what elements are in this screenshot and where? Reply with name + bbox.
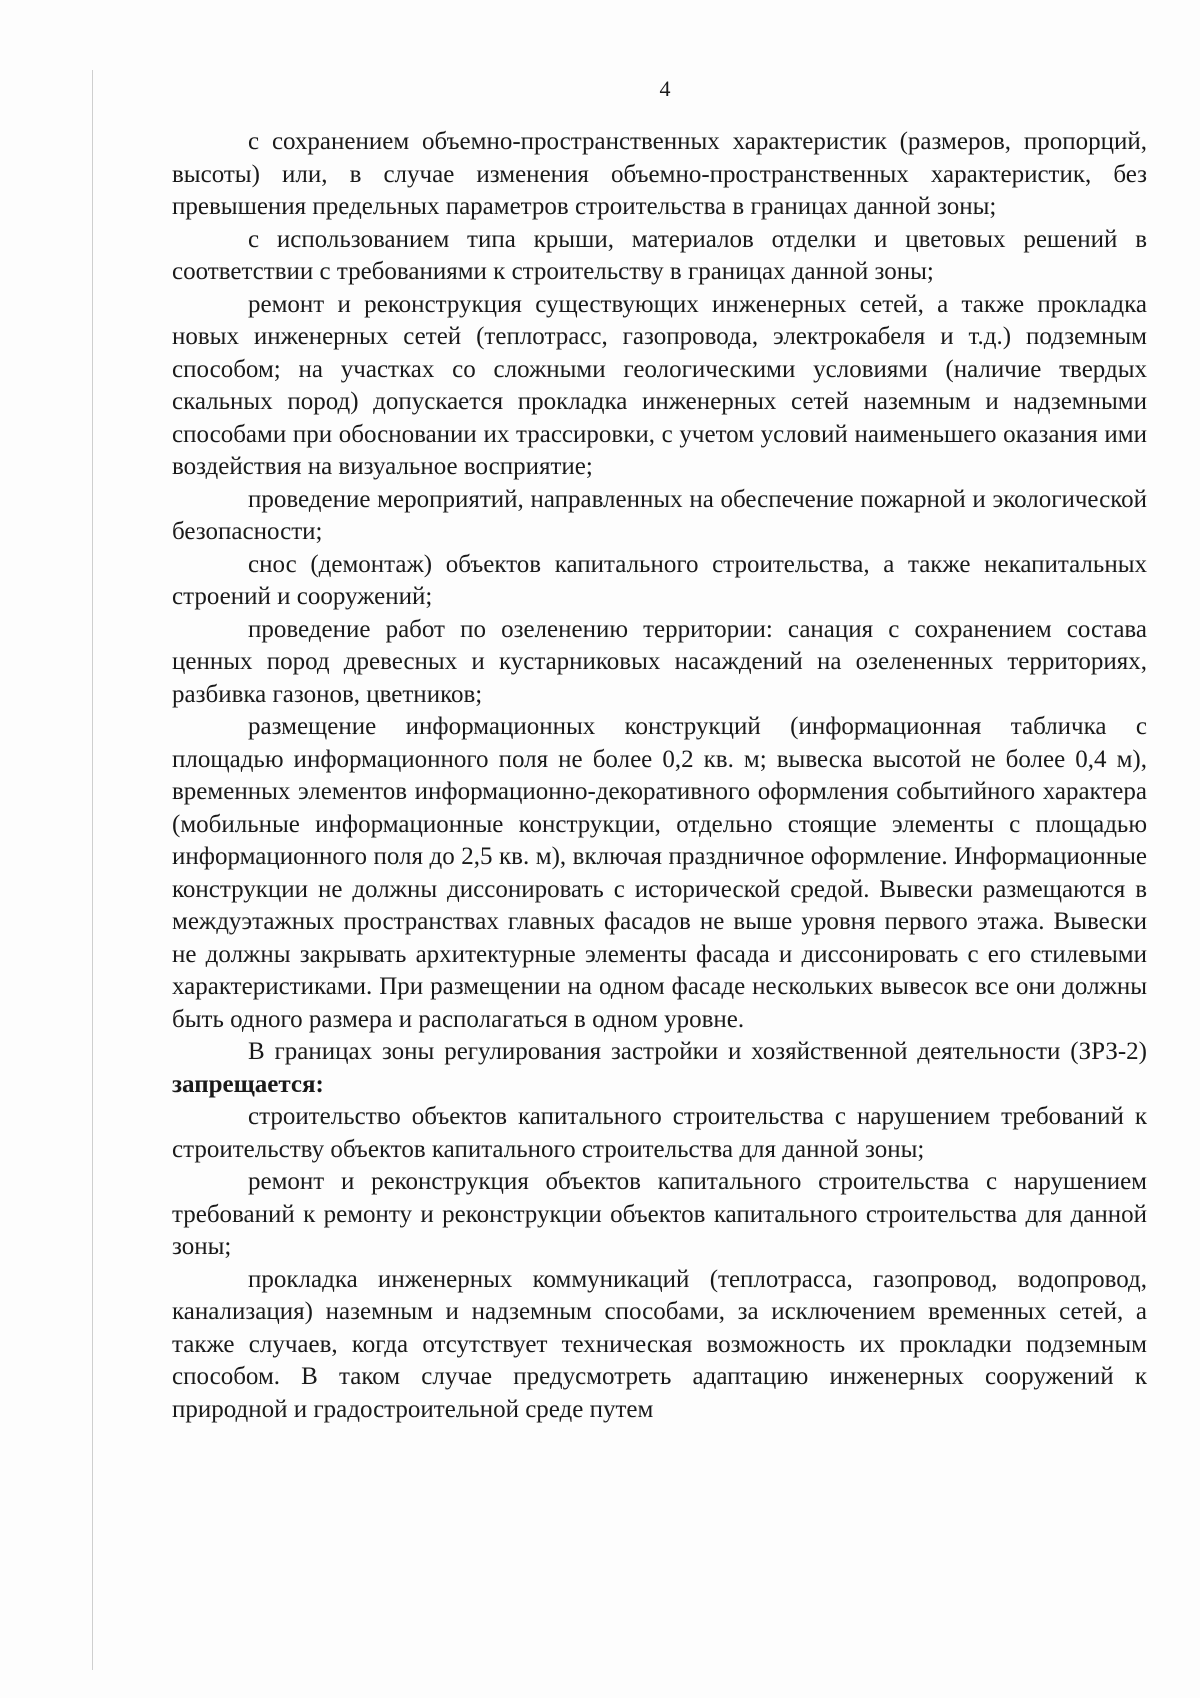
paragraph-engineering-communications: прокладка инженерных коммуникаций (теплотрасса, газопровод, водопровод, канализация) наземным и надземным способами, за исключением временных сетей, а также случаев, когда отсутствует техническая возможность их прокладки подземным способом. В таком случае предусмотреть адаптацию инженерных сооружений к природной и градостроительной среде путем [172,1265,1147,1423]
paragraph-demolition: снос (демонтаж) объектов капитального строительства, а также некапитальных строений и сооружений; [172,550,1147,610]
zone-intro-text: В границах зоны регулирования застройки и хозяйственной деятельности (ЗРЗ-2) [248,1038,1147,1065]
paragraph-information-structures: размещение информационных конструкций (информационная табличка с площадью информационного поля не более 0,2 кв. м; вывеска высотой не более 0,4 м), временных элементов информационно-декоративного оформления событийного характера (мобильные информационные конструкции, отдельно стоящие элементы с площадью информационного поля до 2,5 кв. м), включая праздничное оформление. Информационные конструкции не должны диссонировать с исторической средой. Вывески размещаются в междуэтажных пространствах главных фасадов не выше уровня первого этажа. Вывески не должны закрывать архитектурные элементы фасада и диссонировать с его стилевыми характеристиками. При размещении на одном фасаде нескольких вывесок все они должны быть одного размера и располагаться в одном уровне. [172,713,1147,1033]
paragraph-greening: проведение работ по озеленению территории: санация с сохранением состава ценных пород древесных и кустарниковых насаждений на озелененных территориях, разбивка газонов, цветников; [172,615,1147,708]
paragraph-construction-violation: строительство объектов капитального строительства с нарушением требований к строительству объектов капитального строительства для данной зоны; [172,1103,1147,1163]
document-body [172,126,1147,1426]
paragraph-roof-materials: с использованием типа крыши, материалов отделки и цветовых решений в соответствии с требованиями к строительству в границах данной зоны; [172,225,1147,285]
paragraph-engineering-networks: ремонт и реконструкция существующих инженерных сетей, а также прокладка новых инженерных сетей (теплотрасс, газопровода, электрокабеля и т.д.) подземным способом; на участках со сложными геологическими условиями (наличие твердых скальных пород) допускается прокладка инженерных сетей наземным и надземными способами при обосновании их трассировки, с учетом условий наименьшего оказания ими воздействия на визуальное восприятие; [172,290,1147,480]
zone-intro-prohibited: запрещается: [172,1070,324,1098]
left-margin-line [92,70,93,1670]
paragraph-volume-characteristics: с сохранением объемно-пространственных характеристик (размеров, пропорций, высоты) или, в случае изменения объемно-пространственных характеристик, без превышения предельных параметров строительства в границах данной зоны; [172,128,1147,220]
paragraph-zone-prohibition-intro [172,1036,1147,1101]
page-number: 4 [659,76,671,101]
paragraph-fire-ecology: проведение мероприятий, направленных на обеспечение пожарной и экологической безопасности; [172,485,1147,545]
paragraph-repair-violation: ремонт и реконструкция объектов капитального строительства с нарушением требований к ремонту и реконструкции объектов капитального строительства для данной зоны; [172,1168,1147,1260]
